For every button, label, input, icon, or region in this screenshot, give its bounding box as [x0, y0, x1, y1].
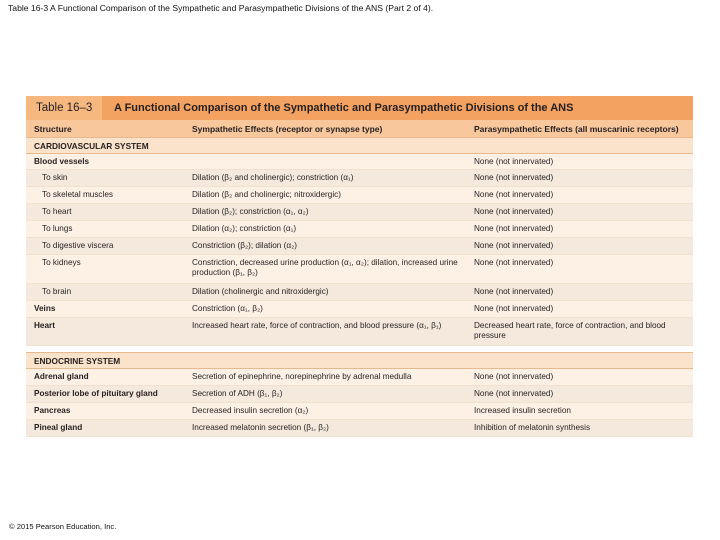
- cell-parasympathetic: None (not innervated): [474, 190, 554, 199]
- cell-sympathetic: Increased melatonin secretion (β₁, β₂): [192, 423, 329, 432]
- copyright: © 2015 Pearson Education, Inc.: [9, 522, 117, 531]
- comparison-table: [26, 96, 693, 437]
- table-number: Table 16–3: [26, 96, 102, 120]
- table-header-bar: [26, 96, 693, 120]
- section-header: CARDIOVASCULAR SYSTEM: [26, 137, 693, 154]
- table-row: [26, 318, 693, 346]
- cell-structure: Posterior lobe of pituitary gland: [34, 389, 158, 398]
- cell-parasympathetic: None (not innervated): [474, 258, 554, 267]
- section-header: ENDOCRINE SYSTEM: [26, 352, 693, 369]
- table-row: [26, 420, 693, 437]
- table-row: [26, 154, 693, 170]
- cell-sympathetic: Secretion of ADH (β₁, β₂): [192, 389, 283, 398]
- cell-structure: Pineal gland: [34, 423, 83, 432]
- cell-parasympathetic: None (not innervated): [474, 241, 554, 250]
- cell-structure: Blood vessels: [34, 157, 90, 166]
- table-row: [26, 204, 693, 221]
- cell-parasympathetic: Increased insulin secretion: [474, 406, 571, 415]
- cell-structure: To skin: [42, 173, 68, 182]
- table-row: [26, 386, 693, 403]
- table-row: [26, 170, 693, 187]
- cell-structure: To lungs: [42, 224, 73, 233]
- cell-parasympathetic: None (not innervated): [474, 372, 554, 381]
- cell-structure: To heart: [42, 207, 72, 216]
- cell-structure: Adrenal gland: [34, 372, 89, 381]
- cell-parasympathetic: Inhibition of melatonin synthesis: [474, 423, 591, 432]
- table-row: [26, 301, 693, 318]
- cell-structure: To brain: [42, 287, 72, 296]
- header-sympathetic: Sympathetic Effects (receptor or synapse type): [192, 123, 383, 134]
- table-row: [26, 369, 693, 386]
- cell-parasympathetic: None (not innervated): [474, 304, 554, 313]
- table-body: [26, 137, 693, 437]
- cell-sympathetic: Dilation (cholinergic and nitroxidergic): [192, 287, 329, 296]
- table-row: [26, 187, 693, 204]
- cell-structure: To digestive viscera: [42, 241, 114, 250]
- header-parasympathetic: Parasympathetic Effects (all muscarinic receptors): [474, 123, 679, 134]
- header-structure: Structure: [34, 123, 72, 134]
- cell-sympathetic: Increased heart rate, force of contraction, and blood pressure (α₁, β₁): [192, 321, 442, 330]
- cell-sympathetic: Dilation (β₂ and cholinergic; nitroxidergic): [192, 190, 341, 199]
- cell-structure: Pancreas: [34, 406, 71, 415]
- cell-parasympathetic: None (not innervated): [474, 287, 554, 296]
- cell-parasympathetic: None (not innervated): [474, 173, 554, 182]
- cell-sympathetic: Dilation (α₂); constriction (α₁): [192, 224, 297, 233]
- table-row: [26, 221, 693, 238]
- table-row: [26, 255, 693, 284]
- cell-sympathetic: Dilation (β₂); constriction (α₁, α₂): [192, 207, 309, 216]
- cell-parasympathetic: None (not innervated): [474, 224, 554, 233]
- cell-sympathetic: Decreased insulin secretion (α₂): [192, 406, 309, 415]
- cell-sympathetic: Constriction (α₁, β₂): [192, 304, 263, 313]
- cell-parasympathetic: Decreased heart rate, force of contraction, and blood pressure: [474, 321, 666, 340]
- table-row: [26, 284, 693, 301]
- cell-structure: To kidneys: [42, 258, 81, 267]
- table-row: [26, 403, 693, 420]
- column-headers: [26, 120, 693, 137]
- cell-sympathetic: Secretion of epinephrine, norepinephrine by adrenal medulla: [192, 372, 412, 381]
- cell-structure: Veins: [34, 304, 56, 313]
- table-row: [26, 238, 693, 255]
- cell-structure: To skeletal muscles: [42, 190, 113, 199]
- cell-parasympathetic: None (not innervated): [474, 389, 554, 398]
- cell-parasympathetic: None (not innervated): [474, 157, 554, 166]
- cell-sympathetic: Dilation (β₂ and cholinergic); constriction (α₁): [192, 173, 354, 182]
- cell-structure: Heart: [34, 321, 55, 330]
- cell-sympathetic: Constriction, decreased urine production (α₁, α₂); dilation, increased urine production (β₁, β₂): [192, 258, 458, 277]
- cell-parasympathetic: None (not innervated): [474, 207, 554, 216]
- cell-sympathetic: Constriction (β₂); dilation (α₂): [192, 241, 297, 250]
- table-caption: A Functional Comparison of the Sympathetic and Parasympathetic Divisions of the ANS: [114, 102, 574, 114]
- slide-title: Table 16-3 A Functional Comparison of the Sympathetic and Parasympathetic Divisions of the ANS (Part 2 of 4).: [8, 3, 434, 13]
